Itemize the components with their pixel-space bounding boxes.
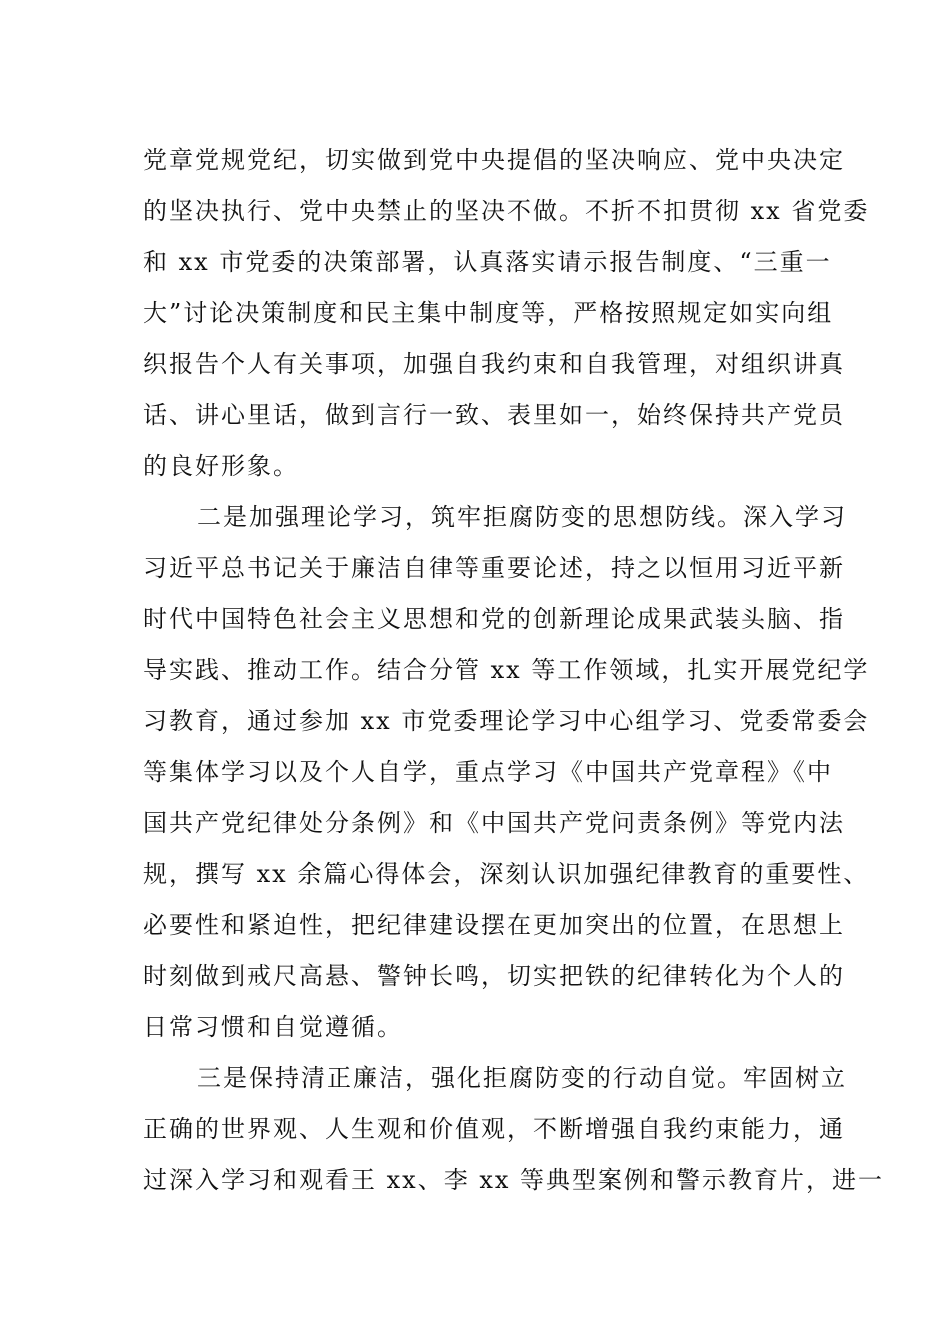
text-line: 习教育，通过参加 xx 市党委理论学习中心组学习、党委常委会 — [143, 707, 870, 735]
text-line: 三是保持清正廉洁，强化拒腐防变的行动自觉。牢固树立 — [197, 1064, 847, 1092]
text-line: 正确的世界观、人生观和价值观，不断增强自我约束能力，通 — [143, 1115, 845, 1143]
text-line: 习近平总书记关于廉洁自律等重要论述，持之以恒用习近平新 — [143, 554, 845, 582]
text-line: 的良好形象。 — [143, 452, 299, 480]
text-line: 和 xx 市党委的决策部署，认真落实请示报告制度、“三重一 — [143, 248, 832, 276]
text-line: 话、讲心里话，做到言行一致、表里如一，始终保持共产党员 — [143, 401, 845, 429]
text-line: 时刻做到戒尺高悬、警钟长鸣，切实把铁的纪律转化为个人的 — [143, 962, 845, 990]
text-line: 党章党规党纪，切实做到党中央提倡的坚决响应、党中央决定 — [143, 146, 845, 174]
text-line: 等集体学习以及个人自学，重点学习《中国共产党章程》《中 — [143, 758, 833, 786]
text-line: 日常习惯和自觉遵循。 — [143, 1013, 403, 1041]
text-line: 国共产党纪律处分条例》和《中国共产党问责条例》等党内法 — [143, 809, 845, 837]
text-line: 过深入学习和观看王 xx、李 xx 等典型案例和警示教育片，进一 — [143, 1166, 885, 1194]
text-line: 时代中国特色社会主义思想和党的创新理论成果武装头脑、指 — [143, 605, 845, 633]
text-line: 的坚决执行、党中央禁止的坚决不做。不折不扣贯彻 xx 省党委 — [143, 197, 870, 225]
paragraph-2 — [143, 492, 870, 1053]
text-line: 必要性和紧迫性，把纪律建设摆在更加突出的位置，在思想上 — [143, 911, 845, 939]
paragraph-3 — [143, 1053, 885, 1206]
text-line: 导实践、推动工作。结合分管 xx 等工作领域，扎实开展党纪学 — [143, 656, 870, 684]
text-line: 织报告个人有关事项，加强自我约束和自我管理，对组织讲真 — [143, 350, 845, 378]
paragraph-1 — [143, 135, 870, 492]
text-line: 规，撰写 xx 余篇心得体会，深刻认识加强纪律教育的重要性、 — [143, 860, 870, 888]
text-line: 大”讨论决策制度和民主集中制度等，严格按照规定如实向组 — [143, 299, 834, 327]
document-page — [143, 135, 885, 1206]
text-line: 二是加强理论学习，筑牢拒腐防变的思想防线。深入学习 — [197, 503, 847, 531]
